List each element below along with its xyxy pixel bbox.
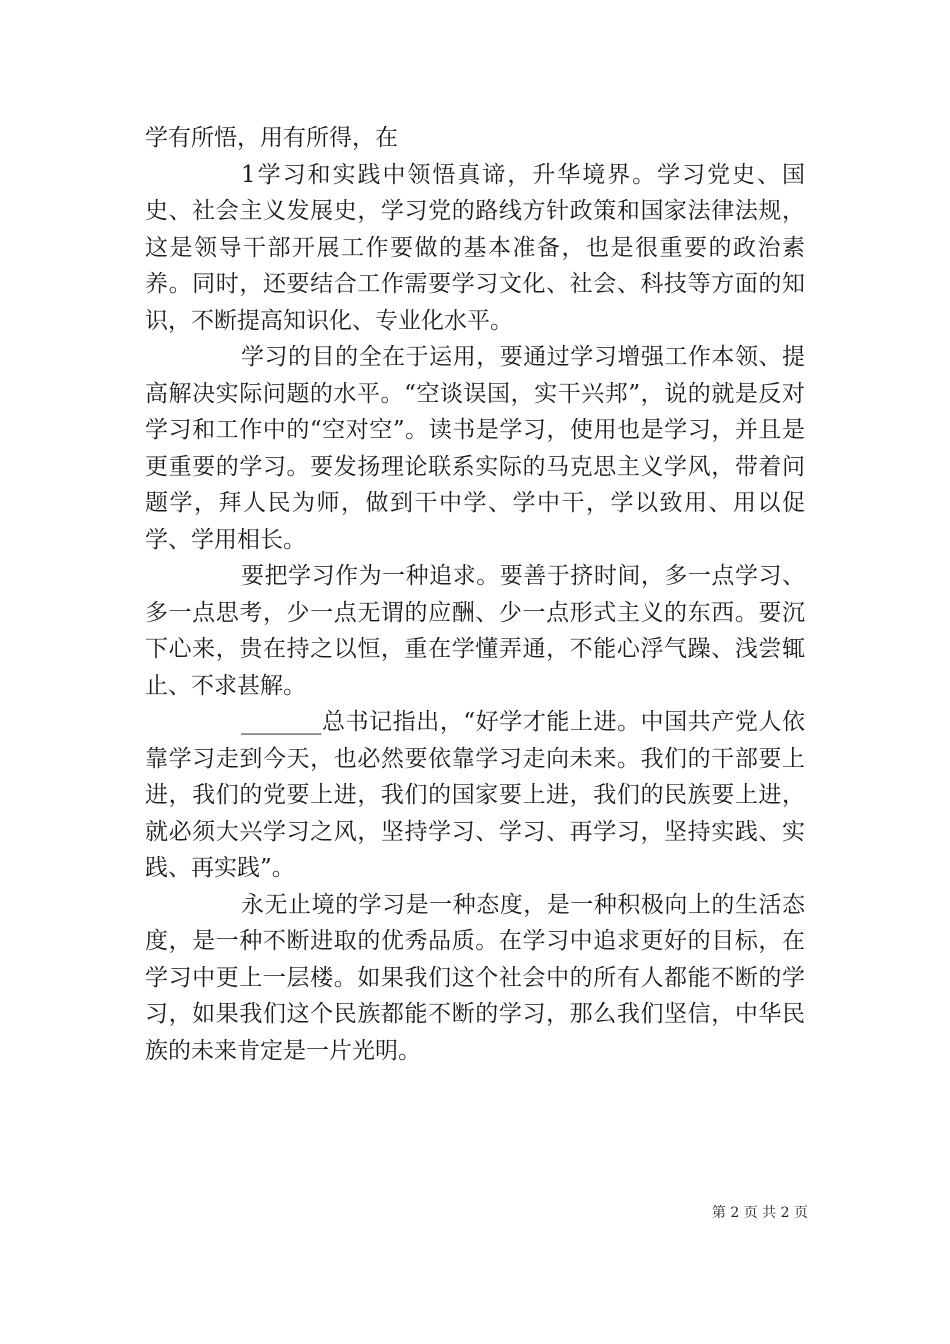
paragraph-2: 1学习和实践中领悟真谛，升华境界。学习党史、国史、社会主义发展史，学习党的路线方针政策和国家法律法规，这是领导干部开展工作要做的基本准备，也是很重要的政治素养。同时，还要结合工作需要学习文化、社会、科技等方面的知识，不断提高知识化、专业化水平。 <box>145 161 805 334</box>
page-number-footer: 第 2 页 共 2 页 <box>711 1205 808 1221</box>
document-body <box>145 120 805 1069</box>
paragraph-6: 永无止境的学习是一种态度，是一种积极向上的生活态度，是一种不断进取的优秀品质。在学习中追求更好的目标，在学习中更上一层楼。如果我们这个社会中的所有人都能不断的学习，如果我们这个民族都能不断的学习，那么我们坚信，中华民族的未来肯定是一片光明。 <box>145 891 805 1064</box>
paragraph-5: _______总书记指出，“好学才能上进。中国共产党人依靠学习走到今天，也必然要依靠学习走向未来。我们的干部要上进，我们的党要上进，我们的国家要上进，我们的民族要上进，就必须大兴学习之风，坚持学习、学习、再学习，坚持实践、实践、再实践”。 <box>145 709 805 881</box>
paragraph-1: 学有所悟，用有所得，在 <box>145 125 398 151</box>
paragraph-3: 学习的目的全在于运用，要通过学习增强工作本领、提高解决实际问题的水平。“空谈误国，实干兴邦”，说的就是反对学习和工作中的“空对空”。读书是学习，使用也是学习，并且是更重要的学习。要发扬理论联系实际的马克思主义学风，带着问题学，拜人民为师，做到干中学、学中干，学以致用、用以促学、学用相长。 <box>145 344 805 553</box>
paragraph-4: 要把学习作为一种追求。要善于挤时间，多一点学习、多一点思考，少一点无谓的应酬、少一点形式主义的东西。要沉下心来，贵在持之以恒，重在学懂弄通，不能心浮气躁、浅尝辄止、不求甚解。 <box>145 563 805 699</box>
